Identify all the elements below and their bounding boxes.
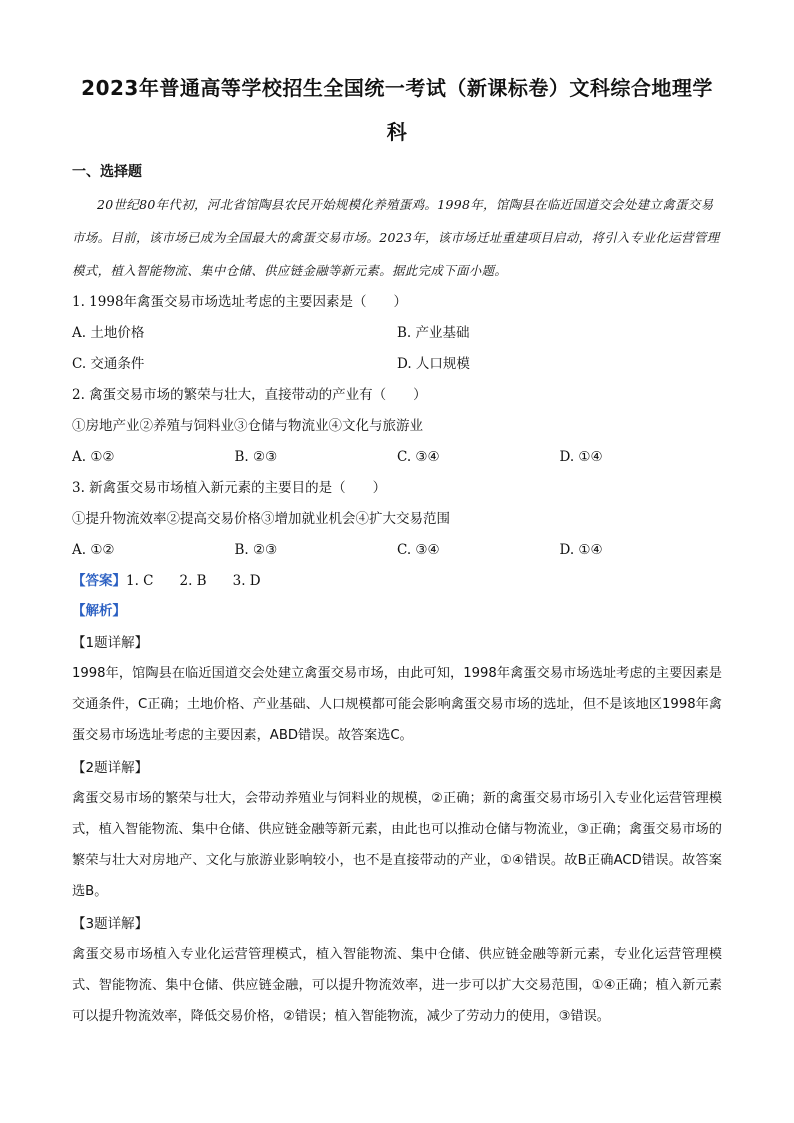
detail-3-text: 禽蛋交易市场植入专业化运营管理模式，植入智能物流、集中仓储、供应链金融等新元素，专业化运营管理模式、智能物流、集中仓储、供应链金融，可以提升物流效率，进一步可以扩大交易范围，①④正确；植入新元素可以提升物流效率，降低交易价格，②错误；植入智能物流，减少了劳动力的使用，③错误。 (72, 947, 722, 1024)
question-2-stem: 2. 禽蛋交易市场的繁荣与壮大，直接带动的产业有（ ） (72, 387, 427, 403)
answer-value-1: 1. C (126, 573, 154, 589)
question-3-option-b: B. ②③ (234, 542, 278, 558)
question-1-options-row-2 (72, 349, 722, 380)
section-heading: 一、选择题 (72, 164, 142, 180)
detail-3-label: 【3题详解】 (72, 916, 149, 932)
question-1-option-c: C. 交通条件 (72, 356, 145, 372)
question-2-option-d: D. ①④ (559, 449, 603, 465)
reading-passage: 20世纪80年代初，河北省馆陶县农民开始规模化养殖蛋鸡。1998年，馆陶县在临近国道交会处建立禽蛋交易市场。目前，该市场已成为全国最大的禽蛋交易市场。2023年，该市场迁址重建项目启动，将引入专业化运营管理模式，植入智能物流、集中仓储、供应链金融等新元素。据此完成下面小题。 (72, 197, 720, 278)
title-line-1: 2023年普通高等学校招生全国统一考试（新课标卷）文科综合地理学 (81, 76, 713, 100)
answer-value-3: 3. D (232, 573, 261, 589)
question-2-items: ①房地产业②养殖与饲料业③仓储与物流业④文化与旅游业 (72, 418, 423, 434)
question-3-options (72, 535, 722, 566)
question-1-option-b: B. 产业基础 (397, 325, 470, 341)
title-line-2: 科 (386, 120, 408, 144)
question-2-options (72, 442, 722, 473)
question-1-option-d: D. 人口规模 (397, 356, 470, 372)
answer-value-2: 2. B (179, 573, 207, 589)
question-3-stem: 3. 新禽蛋交易市场植入新元素的主要目的是（ ） (72, 480, 387, 496)
analysis-label: 【解析】 (72, 603, 126, 619)
question-2-option-c: C. ③④ (397, 449, 440, 465)
question-3-option-d: D. ①④ (559, 542, 603, 558)
question-2-option-b: B. ②③ (234, 449, 278, 465)
detail-1-text: 1998年，馆陶县在临近国道交会处建立禽蛋交易市场，由此可知，1998年禽蛋交易市场选址考虑的主要因素是交通条件，C正确；土地价格、产业基础、人口规模都可能会影响禽蛋交易市场的选址，但不是该地区1998年禽蛋交易市场选址考虑的主要因素，ABD错误。故答案选C。 (72, 666, 722, 743)
question-1-option-a: A. 土地价格 (72, 325, 145, 341)
page-title (72, 0, 722, 154)
answer-line (72, 566, 722, 596)
question-2-option-a: A. ①② (72, 449, 115, 465)
question-3-option-c: C. ③④ (397, 542, 440, 558)
question-3-items: ①提升物流效率②提高交易价格③增加就业机会④扩大交易范围 (72, 511, 450, 527)
question-3-option-a: A. ①② (72, 542, 115, 558)
answer-label: 【答案】 (72, 573, 126, 589)
detail-1-label: 【1题详解】 (72, 635, 149, 651)
detail-2-label: 【2题详解】 (72, 760, 149, 776)
detail-2-text: 禽蛋交易市场的繁荣与壮大，会带动养殖业与饲料业的规模，②正确；新的禽蛋交易市场引入专业化运营管理模式，植入智能物流、集中仓储、供应链金融等新元素，由此也可以推动仓储与物流业，③正确；禽蛋交易市场的繁荣与壮大对房地产、文化与旅游业影响较小，也不是直接带动的产业，①④错误。故B正确ACD错误。故答案选B。 (72, 791, 722, 899)
question-1-stem: 1. 1998年禽蛋交易市场选址考虑的主要因素是（ ） (72, 294, 408, 310)
question-1-options-row-1 (72, 318, 722, 349)
